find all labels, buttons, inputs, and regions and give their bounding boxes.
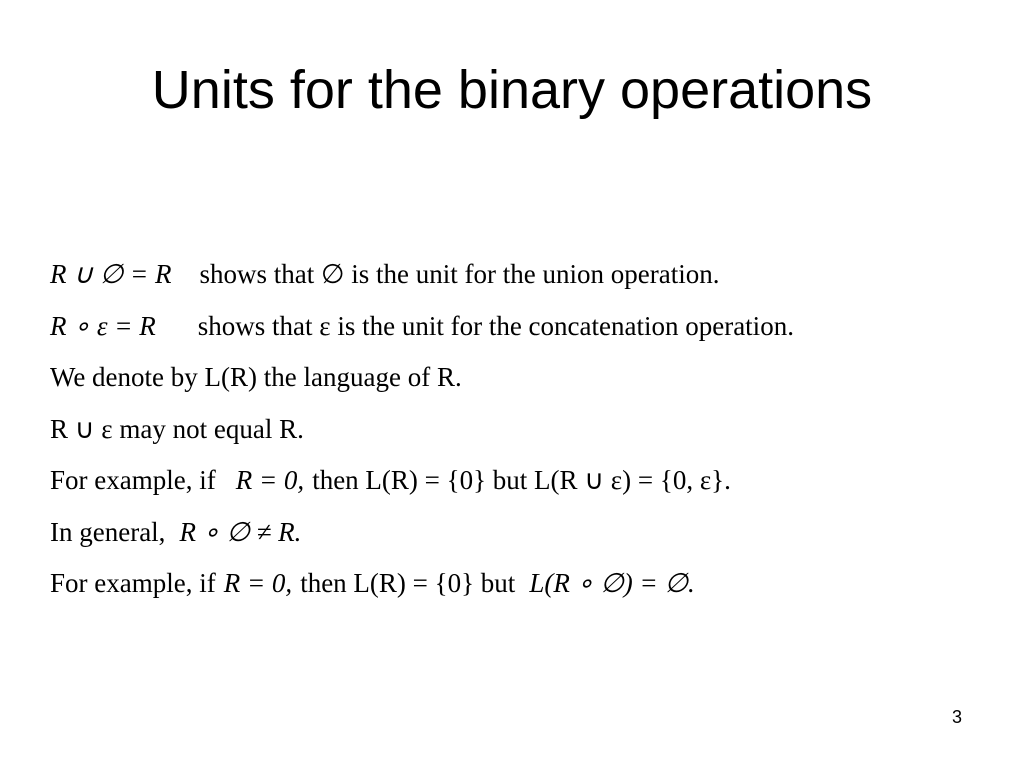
text-line-7 <box>50 563 990 615</box>
math-expression: R ∪ ∅ = R <box>50 259 172 289</box>
math-expression: R = 0, <box>235 465 305 495</box>
page-number: 3 <box>951 707 962 727</box>
line-text: R ∪ ε may not equal R. <box>50 413 304 444</box>
line-text: then L(R) = {0} but <box>300 568 516 598</box>
text-line-3 <box>50 357 990 409</box>
line-prefix: In general, <box>50 516 166 547</box>
text-line-4 <box>50 409 990 461</box>
math-expression: R = 0, <box>223 568 293 598</box>
text-line-1 <box>50 254 990 306</box>
text-line-5 <box>50 460 990 512</box>
line-text: shows that ε is the unit for the concatenation operation. <box>197 310 794 341</box>
text-line-2 <box>50 306 990 358</box>
line-prefix: For example, if <box>50 568 216 598</box>
line-text: then L(R) = {0} but L(R ∪ ε) = {0, ε}. <box>312 465 731 495</box>
line-text: We denote by L(R) the language of R. <box>50 362 462 392</box>
slide-body <box>50 254 990 615</box>
line-prefix: For example, if <box>50 465 216 495</box>
text-line-6 <box>50 512 990 564</box>
line-text: shows that ∅ is the unit for the union operation. <box>199 259 720 289</box>
math-expression: R ∘ ε = R <box>50 310 156 341</box>
slide-title: Units for the binary operations <box>151 60 873 120</box>
math-expression: L(R ∘ ∅) = ∅. <box>529 568 695 598</box>
math-expression: R ∘ ∅ ≠ R. <box>179 516 302 547</box>
